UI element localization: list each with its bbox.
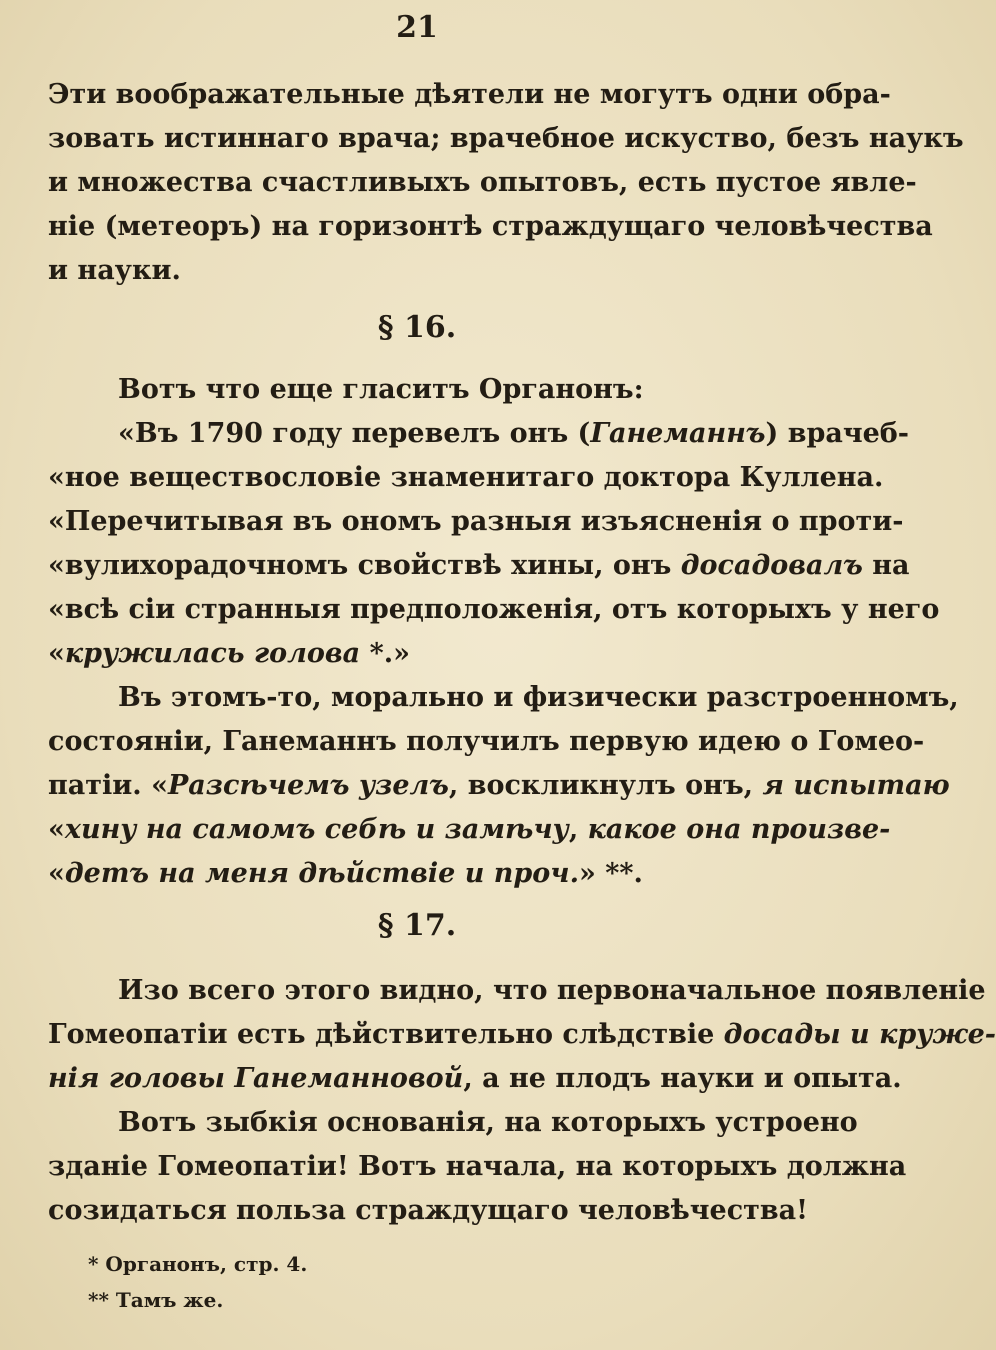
text-line: «Перечитывая въ ономъ разныя изъясненія о проти- xyxy=(48,506,904,537)
text-line: «детъ на меня дѣйствіе и проч.» **. xyxy=(48,858,643,889)
text-line: Гомеопатіи есть дѣйствительно слѣдствіе досады и круже- xyxy=(48,1019,996,1050)
text-line: зовать истиннаго врача; врачебное искуство, безъ наукъ xyxy=(48,123,964,154)
text-line: «вулихорадочномъ свойствѣ хины, онъ досадовалъ на xyxy=(48,550,910,581)
page-number: 21 xyxy=(396,10,438,45)
text-line: «Въ 1790 году перевелъ онъ (Ганеманнъ) врачеб- xyxy=(118,418,909,449)
footnote-1: * Органонъ, стр. 4. xyxy=(88,1252,308,1276)
text-line: патіи. «Разсѣчемъ узелъ, воскликнулъ онъ, я испытаю xyxy=(48,770,950,801)
text-line: «кружилась голова *.» xyxy=(48,638,410,669)
section-heading-17: § 17. xyxy=(377,908,457,943)
footnote-2: ** Тамъ же. xyxy=(88,1288,224,1312)
text-line: Изо всего этого видно, что первоначальное появленіе xyxy=(118,975,986,1006)
section-heading-16: § 16. xyxy=(377,310,457,345)
text-line: Вотъ зыбкія основанія, на которыхъ устроено xyxy=(118,1107,858,1138)
text-line: нія головы Ганеманновой, а не плодъ науки и опыта. xyxy=(48,1063,902,1094)
text-line: состояніи, Ганеманнъ получилъ первую идею о Гомео- xyxy=(48,726,925,757)
text-line: и множества счастливыхъ опытовъ, есть пустое явле- xyxy=(48,167,917,198)
text-line: «ное веществословіе знаменитаго доктора Куллена. xyxy=(48,462,884,493)
text-line: «хину на самомъ себѣ и замѣчу, какое она произве- xyxy=(48,814,891,845)
text-line: созидаться польза страждущаго человѣчества! xyxy=(48,1195,808,1226)
text-line: зданіе Гомеопатіи! Вотъ начала, на которыхъ должна xyxy=(48,1151,907,1182)
text-line: Эти воображательные дѣятели не могутъ одни обра- xyxy=(48,79,891,110)
text-line: Въ этомъ-то, морально и физически разстроенномъ, xyxy=(118,682,959,713)
text-line: «всѣ сіи странныя предположенія, отъ которыхъ у него xyxy=(48,594,940,625)
text-line: Вотъ что еще гласитъ Органонъ: xyxy=(118,374,644,405)
text-line: ніе (метеоръ) на горизонтѣ страждущаго человѣчества xyxy=(48,211,933,242)
text-line: и науки. xyxy=(48,255,181,286)
